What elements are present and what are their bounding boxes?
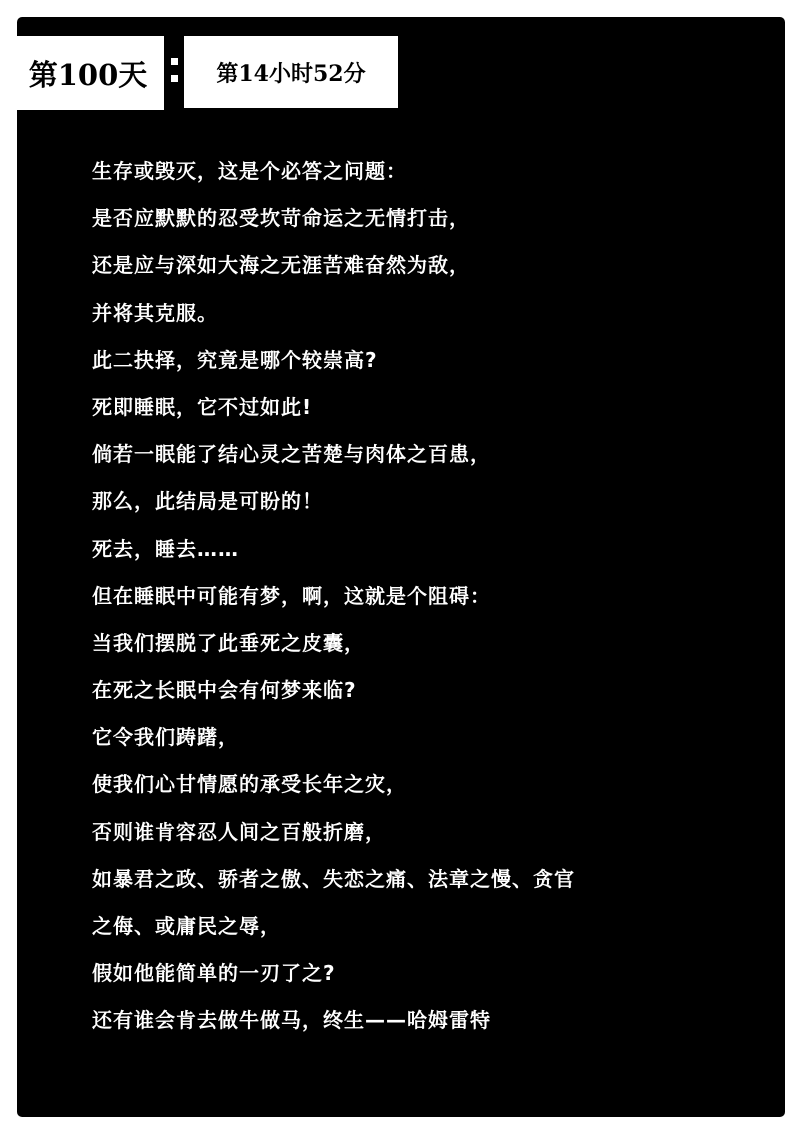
poem-line: 此二抉择，究竟是哪个较崇高? [92, 347, 378, 372]
poem-line: 使我们心甘情愿的承受长年之灾， [92, 772, 407, 797]
poem-line: 在死之长眠中会有何梦来临? [92, 678, 357, 703]
poem-text [92, 154, 752, 1051]
poem-line: 倘若一眠能了结心灵之苦楚与肉体之百患， [92, 442, 491, 467]
poem-line: 那么，此结局是可盼的！ [92, 489, 323, 514]
poem-line: 如暴君之政、骄者之傲、失恋之痛、法章之慢、贪官 [92, 866, 575, 891]
day-label: 第100天 [12, 36, 164, 110]
poem-line: 否则谁肯容忍人间之百般折磨， [92, 819, 386, 844]
time-label: 第14小时52分 [184, 36, 398, 108]
poem-line: 但在睡眠中可能有梦，啊，这就是个阻碍： [92, 583, 491, 608]
poem-line: 还是应与深如大海之无涯苦难奋然为敌， [92, 253, 470, 278]
poem-line: 死去，睡去…… [92, 536, 239, 561]
colon-dot-top [171, 58, 178, 65]
poem-line: 当我们摆脱了此垂死之皮囊， [92, 630, 365, 655]
poem-line: 并将其克服。 [92, 300, 218, 325]
colon-separator [166, 48, 182, 96]
poem-line: 是否应默默的忍受坎苛命运之无情打击， [92, 206, 470, 231]
colon-dot-bottom [171, 75, 178, 82]
poem-line: 死即睡眠，它不过如此! [92, 394, 313, 419]
poem-line: 之侮、或庸民之辱， [92, 914, 281, 938]
poem-line: 还有谁会肯去做牛做马，终生——哈姆雷特 [92, 1008, 491, 1033]
poem-line: 生存或毁灭，这是个必答之问题： [92, 159, 407, 183]
poem-line: 假如他能简单的一刃了之? [92, 961, 336, 986]
poem-line: 它令我们踌躇， [92, 725, 239, 750]
